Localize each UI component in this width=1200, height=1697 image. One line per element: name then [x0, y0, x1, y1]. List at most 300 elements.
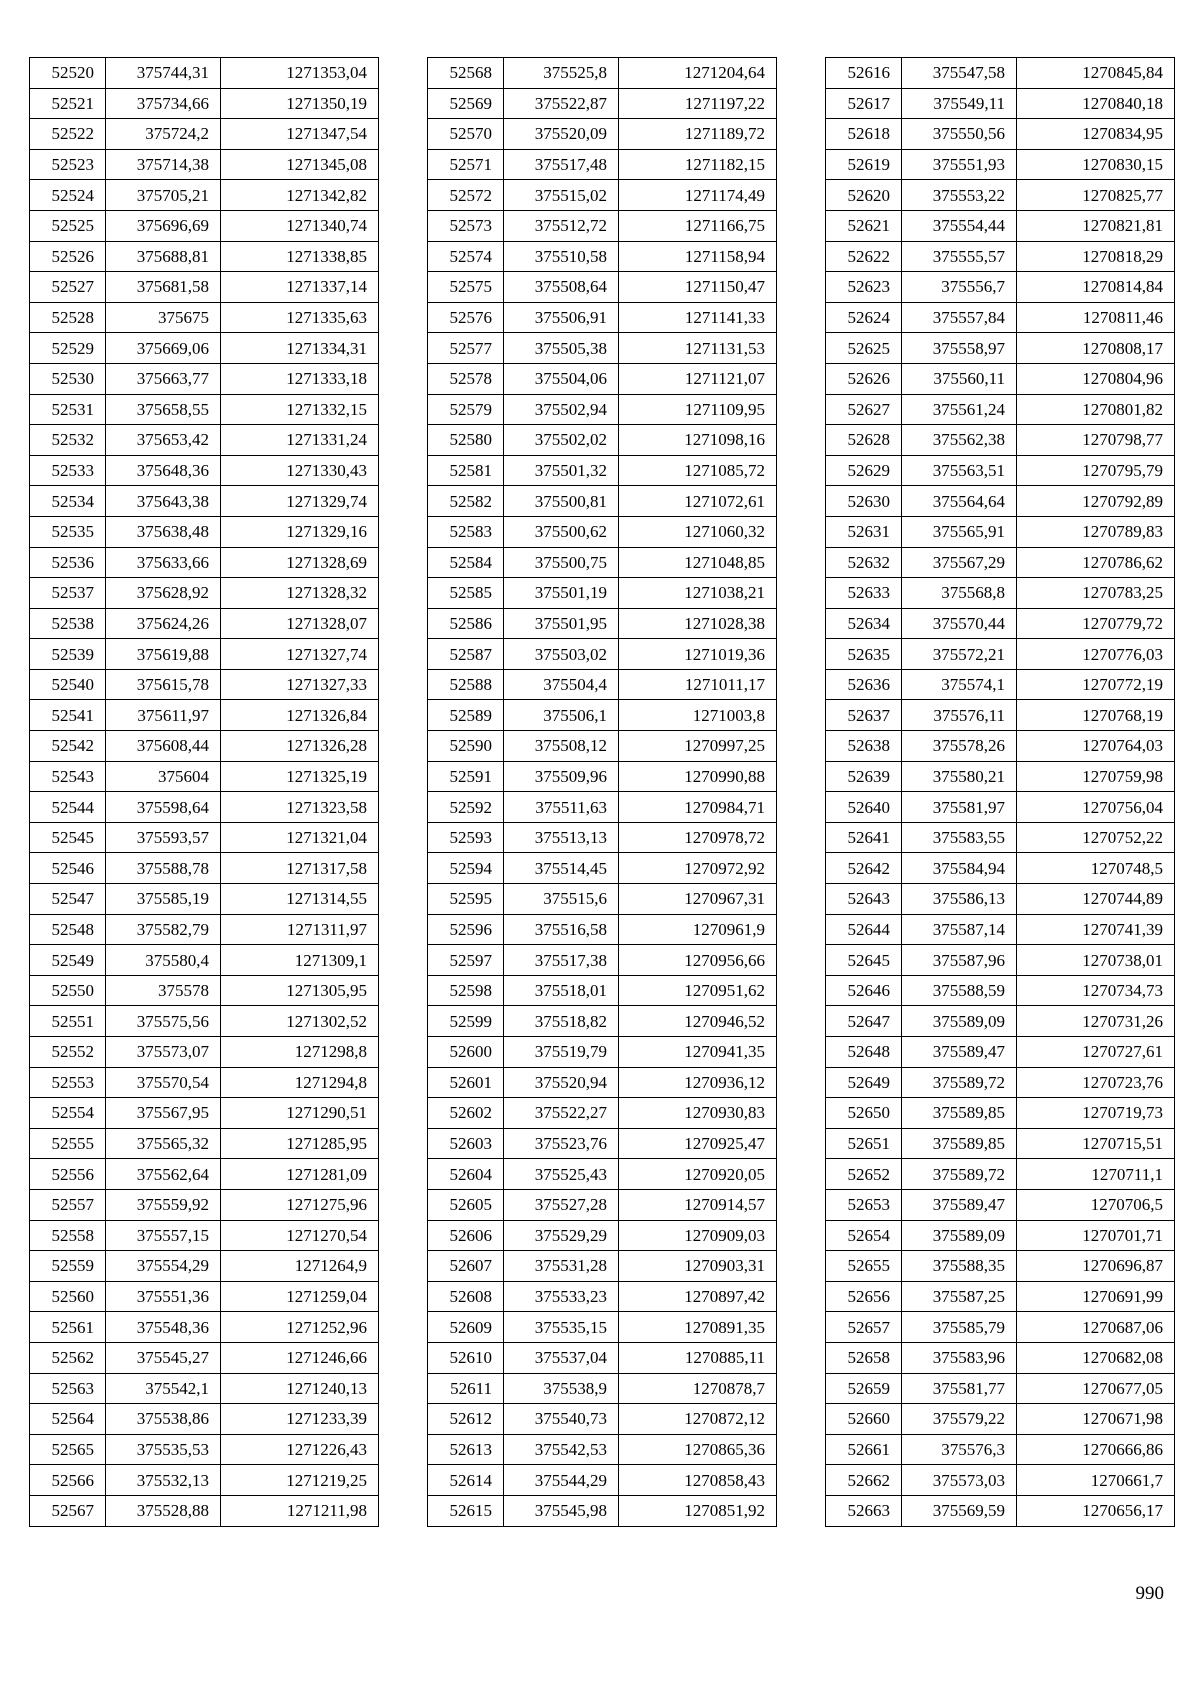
- table-row: [30, 822, 379, 853]
- y-coordinate-cell: 1271345,08: [221, 149, 379, 180]
- table-row: [30, 578, 379, 609]
- x-coordinate-cell: 375565,91: [902, 516, 1017, 547]
- point-number-cell: 52661: [826, 1434, 902, 1465]
- x-coordinate-cell: 375538,9: [504, 1373, 619, 1404]
- table-row: [428, 1404, 777, 1435]
- table-row: [428, 363, 777, 394]
- table-row: [30, 1342, 379, 1373]
- y-coordinate-cell: 1271240,13: [221, 1373, 379, 1404]
- page-number: 990: [1135, 1583, 1164, 1604]
- coordinates-table-body: [428, 58, 777, 1527]
- table-row: [30, 975, 379, 1006]
- x-coordinate-cell: 375505,38: [504, 333, 619, 364]
- x-coordinate-cell: 375531,28: [504, 1251, 619, 1282]
- point-number-cell: 52593: [428, 822, 504, 853]
- y-coordinate-cell: 1270834,95: [1017, 119, 1175, 150]
- y-coordinate-cell: 1270661,7: [1017, 1465, 1175, 1496]
- y-coordinate-cell: 1271003,8: [619, 700, 777, 731]
- point-number-cell: 52610: [428, 1342, 504, 1373]
- point-number-cell: 52604: [428, 1159, 504, 1190]
- y-coordinate-cell: 1270967,31: [619, 884, 777, 915]
- table-row: [826, 792, 1175, 823]
- point-number-cell: 52612: [428, 1404, 504, 1435]
- table-row: [30, 945, 379, 976]
- point-number-cell: 52663: [826, 1495, 902, 1526]
- x-coordinate-cell: 375608,44: [106, 731, 221, 762]
- point-number-cell: 52524: [30, 180, 106, 211]
- y-coordinate-cell: 1271270,54: [221, 1220, 379, 1251]
- y-coordinate-cell: 1271141,33: [619, 302, 777, 333]
- point-number-cell: 52557: [30, 1189, 106, 1220]
- x-coordinate-cell: 375516,58: [504, 914, 619, 945]
- point-number-cell: 52566: [30, 1465, 106, 1496]
- y-coordinate-cell: 1270764,03: [1017, 731, 1175, 762]
- table-row: [826, 363, 1175, 394]
- x-coordinate-cell: 375501,19: [504, 578, 619, 609]
- table-row: [30, 1159, 379, 1190]
- point-number-cell: 52599: [428, 1006, 504, 1037]
- table-row: [30, 547, 379, 578]
- x-coordinate-cell: 375502,02: [504, 425, 619, 456]
- y-coordinate-cell: 1270941,35: [619, 1037, 777, 1068]
- table-row: [826, 333, 1175, 364]
- point-number-cell: 52652: [826, 1159, 902, 1190]
- x-coordinate-cell: 375589,85: [902, 1128, 1017, 1159]
- table-row: [428, 1067, 777, 1098]
- table-row: [428, 822, 777, 853]
- point-number-cell: 52620: [826, 180, 902, 211]
- point-number-cell: 52540: [30, 669, 106, 700]
- table-row: [826, 853, 1175, 884]
- x-coordinate-cell: 375588,35: [902, 1251, 1017, 1282]
- x-coordinate-cell: 375547,58: [902, 58, 1017, 89]
- table-row: [30, 639, 379, 670]
- point-number-cell: 52636: [826, 669, 902, 700]
- table-row: [30, 486, 379, 517]
- x-coordinate-cell: 375583,55: [902, 822, 1017, 853]
- table-row: [30, 333, 379, 364]
- point-number-cell: 52553: [30, 1067, 106, 1098]
- x-coordinate-cell: 375518,82: [504, 1006, 619, 1037]
- table-row: [30, 272, 379, 303]
- x-coordinate-cell: 375567,95: [106, 1098, 221, 1129]
- x-coordinate-cell: 375580,21: [902, 761, 1017, 792]
- table-row: [428, 853, 777, 884]
- y-coordinate-cell: 1270984,71: [619, 792, 777, 823]
- x-coordinate-cell: 375714,38: [106, 149, 221, 180]
- table-row: [826, 1037, 1175, 1068]
- point-number-cell: 52614: [428, 1465, 504, 1496]
- point-number-cell: 52645: [826, 945, 902, 976]
- point-number-cell: 52606: [428, 1220, 504, 1251]
- point-number-cell: 52584: [428, 547, 504, 578]
- x-coordinate-cell: 375585,19: [106, 884, 221, 915]
- x-coordinate-cell: 375567,29: [902, 547, 1017, 578]
- x-coordinate-cell: 375538,86: [106, 1404, 221, 1435]
- point-number-cell: 52632: [826, 547, 902, 578]
- point-number-cell: 52618: [826, 119, 902, 150]
- table-row: [428, 1220, 777, 1251]
- x-coordinate-cell: 375582,79: [106, 914, 221, 945]
- x-coordinate-cell: 375520,09: [504, 119, 619, 150]
- table-row: [30, 700, 379, 731]
- table-row: [826, 241, 1175, 272]
- point-number-cell: 52531: [30, 394, 106, 425]
- point-number-cell: 52558: [30, 1220, 106, 1251]
- y-coordinate-cell: 1271150,47: [619, 272, 777, 303]
- x-coordinate-cell: 375658,55: [106, 394, 221, 425]
- table-row: [30, 58, 379, 89]
- point-number-cell: 52639: [826, 761, 902, 792]
- y-coordinate-cell: 1270821,81: [1017, 210, 1175, 241]
- x-coordinate-cell: 375573,07: [106, 1037, 221, 1068]
- x-coordinate-cell: 375514,45: [504, 853, 619, 884]
- table-row: [428, 639, 777, 670]
- y-coordinate-cell: 1270696,87: [1017, 1251, 1175, 1282]
- y-coordinate-cell: 1271246,66: [221, 1342, 379, 1373]
- y-coordinate-cell: 1271334,31: [221, 333, 379, 364]
- table-row: [30, 761, 379, 792]
- y-coordinate-cell: 1271174,49: [619, 180, 777, 211]
- point-number-cell: 52627: [826, 394, 902, 425]
- x-coordinate-cell: 375503,02: [504, 639, 619, 670]
- table-row: [428, 1159, 777, 1190]
- x-coordinate-cell: 375653,42: [106, 425, 221, 456]
- y-coordinate-cell: 1270768,19: [1017, 700, 1175, 731]
- x-coordinate-cell: 375724,2: [106, 119, 221, 150]
- x-coordinate-cell: 375540,73: [504, 1404, 619, 1435]
- y-coordinate-cell: 1271309,1: [221, 945, 379, 976]
- table-row: [428, 1465, 777, 1496]
- point-number-cell: 52547: [30, 884, 106, 915]
- table-row: [428, 180, 777, 211]
- y-coordinate-cell: 1271340,74: [221, 210, 379, 241]
- x-coordinate-cell: 375615,78: [106, 669, 221, 700]
- table-row: [826, 1342, 1175, 1373]
- point-number-cell: 52585: [428, 578, 504, 609]
- table-row: [30, 1495, 379, 1526]
- x-coordinate-cell: 375587,96: [902, 945, 1017, 976]
- x-coordinate-cell: 375648,36: [106, 455, 221, 486]
- x-coordinate-cell: 375633,66: [106, 547, 221, 578]
- table-row: [428, 884, 777, 915]
- point-number-cell: 52551: [30, 1006, 106, 1037]
- x-coordinate-cell: 375562,38: [902, 425, 1017, 456]
- table-row: [826, 975, 1175, 1006]
- table-row: [428, 302, 777, 333]
- x-coordinate-cell: 375593,57: [106, 822, 221, 853]
- y-coordinate-cell: 1271072,61: [619, 486, 777, 517]
- x-coordinate-cell: 375586,13: [902, 884, 1017, 915]
- y-coordinate-cell: 1270872,12: [619, 1404, 777, 1435]
- x-coordinate-cell: 375527,28: [504, 1189, 619, 1220]
- table-row: [428, 1312, 777, 1343]
- x-coordinate-cell: 375518,01: [504, 975, 619, 1006]
- point-number-cell: 52556: [30, 1159, 106, 1190]
- point-number-cell: 52532: [30, 425, 106, 456]
- y-coordinate-cell: 1270825,77: [1017, 180, 1175, 211]
- table-row: [428, 975, 777, 1006]
- point-number-cell: 52537: [30, 578, 106, 609]
- y-coordinate-cell: 1270715,51: [1017, 1128, 1175, 1159]
- x-coordinate-cell: 375535,53: [106, 1434, 221, 1465]
- x-coordinate-cell: 375561,24: [902, 394, 1017, 425]
- y-coordinate-cell: 1270711,1: [1017, 1159, 1175, 1190]
- point-number-cell: 52546: [30, 853, 106, 884]
- table-row: [30, 394, 379, 425]
- point-number-cell: 52615: [428, 1495, 504, 1526]
- table-row: [30, 180, 379, 211]
- point-number-cell: 52590: [428, 731, 504, 762]
- x-coordinate-cell: 375506,91: [504, 302, 619, 333]
- x-coordinate-cell: 375532,13: [106, 1465, 221, 1496]
- table-row: [30, 1251, 379, 1282]
- x-coordinate-cell: 375525,8: [504, 58, 619, 89]
- table-row: [428, 455, 777, 486]
- x-coordinate-cell: 375537,04: [504, 1342, 619, 1373]
- x-coordinate-cell: 375628,92: [106, 578, 221, 609]
- x-coordinate-cell: 375510,58: [504, 241, 619, 272]
- y-coordinate-cell: 1271189,72: [619, 119, 777, 150]
- point-number-cell: 52521: [30, 88, 106, 119]
- x-coordinate-cell: 375560,11: [902, 363, 1017, 394]
- x-coordinate-cell: 375550,56: [902, 119, 1017, 150]
- y-coordinate-cell: 1270752,22: [1017, 822, 1175, 853]
- y-coordinate-cell: 1271328,69: [221, 547, 379, 578]
- table-row: [826, 88, 1175, 119]
- x-coordinate-cell: 375557,84: [902, 302, 1017, 333]
- point-number-cell: 52613: [428, 1434, 504, 1465]
- point-number-cell: 52533: [30, 455, 106, 486]
- table-row: [826, 1159, 1175, 1190]
- point-number-cell: 52594: [428, 853, 504, 884]
- point-number-cell: 52609: [428, 1312, 504, 1343]
- point-number-cell: 52523: [30, 149, 106, 180]
- point-number-cell: 52654: [826, 1220, 902, 1251]
- table-row: [30, 88, 379, 119]
- x-coordinate-cell: 375578: [106, 975, 221, 1006]
- table-row: [826, 210, 1175, 241]
- table-row: [826, 119, 1175, 150]
- y-coordinate-cell: 1271298,8: [221, 1037, 379, 1068]
- table-row: [826, 1220, 1175, 1251]
- table-row: [826, 1404, 1175, 1435]
- y-coordinate-cell: 1271109,95: [619, 394, 777, 425]
- y-coordinate-cell: 1271337,14: [221, 272, 379, 303]
- x-coordinate-cell: 375558,97: [902, 333, 1017, 364]
- table-row: [30, 1128, 379, 1159]
- table-row: [30, 1098, 379, 1129]
- table-row: [428, 119, 777, 150]
- y-coordinate-cell: 1270783,25: [1017, 578, 1175, 609]
- point-number-cell: 52520: [30, 58, 106, 89]
- table-row: [30, 363, 379, 394]
- y-coordinate-cell: 1271326,84: [221, 700, 379, 731]
- point-number-cell: 52640: [826, 792, 902, 823]
- point-number-cell: 52534: [30, 486, 106, 517]
- y-coordinate-cell: 1271281,09: [221, 1159, 379, 1190]
- x-coordinate-cell: 375501,32: [504, 455, 619, 486]
- y-coordinate-cell: 1271226,43: [221, 1434, 379, 1465]
- table-row: [30, 516, 379, 547]
- y-coordinate-cell: 1271311,97: [221, 914, 379, 945]
- table-row: [30, 1067, 379, 1098]
- table-row: [30, 1220, 379, 1251]
- table-row: [826, 272, 1175, 303]
- y-coordinate-cell: 1270656,17: [1017, 1495, 1175, 1526]
- x-coordinate-cell: 375734,66: [106, 88, 221, 119]
- table-row: [826, 1006, 1175, 1037]
- point-number-cell: 52522: [30, 119, 106, 150]
- table-row: [826, 180, 1175, 211]
- x-coordinate-cell: 375548,36: [106, 1312, 221, 1343]
- x-coordinate-cell: 375515,6: [504, 884, 619, 915]
- table-row: [826, 58, 1175, 89]
- point-number-cell: 52657: [826, 1312, 902, 1343]
- x-coordinate-cell: 375696,69: [106, 210, 221, 241]
- point-number-cell: 52543: [30, 761, 106, 792]
- y-coordinate-cell: 1270741,39: [1017, 914, 1175, 945]
- point-number-cell: 52587: [428, 639, 504, 670]
- x-coordinate-cell: 375638,48: [106, 516, 221, 547]
- point-number-cell: 52596: [428, 914, 504, 945]
- y-coordinate-cell: 1271285,95: [221, 1128, 379, 1159]
- y-coordinate-cell: 1271327,74: [221, 639, 379, 670]
- table-row: [428, 241, 777, 272]
- x-coordinate-cell: 375688,81: [106, 241, 221, 272]
- y-coordinate-cell: 1270772,19: [1017, 669, 1175, 700]
- x-coordinate-cell: 375509,96: [504, 761, 619, 792]
- table-row: [826, 1067, 1175, 1098]
- table-row: [428, 1006, 777, 1037]
- point-number-cell: 52641: [826, 822, 902, 853]
- point-number-cell: 52571: [428, 149, 504, 180]
- x-coordinate-cell: 375578,26: [902, 731, 1017, 762]
- x-coordinate-cell: 375535,15: [504, 1312, 619, 1343]
- table-row: [826, 1098, 1175, 1129]
- y-coordinate-cell: 1271019,36: [619, 639, 777, 670]
- point-number-cell: 52554: [30, 1098, 106, 1129]
- x-coordinate-cell: 375585,79: [902, 1312, 1017, 1343]
- y-coordinate-cell: 1270759,98: [1017, 761, 1175, 792]
- table-row: [826, 578, 1175, 609]
- x-coordinate-cell: 375584,94: [902, 853, 1017, 884]
- y-coordinate-cell: 1271211,98: [221, 1495, 379, 1526]
- point-number-cell: 52602: [428, 1098, 504, 1129]
- table-row: [30, 731, 379, 762]
- table-row: [826, 149, 1175, 180]
- y-coordinate-cell: 1271166,75: [619, 210, 777, 241]
- y-coordinate-cell: 1271197,22: [619, 88, 777, 119]
- table-row: [826, 1189, 1175, 1220]
- table-row: [826, 608, 1175, 639]
- x-coordinate-cell: 375562,64: [106, 1159, 221, 1190]
- y-coordinate-cell: 1271342,82: [221, 180, 379, 211]
- x-coordinate-cell: 375643,38: [106, 486, 221, 517]
- y-coordinate-cell: 1270706,5: [1017, 1189, 1175, 1220]
- point-number-cell: 52581: [428, 455, 504, 486]
- x-coordinate-cell: 375589,09: [902, 1006, 1017, 1037]
- y-coordinate-cell: 1270687,06: [1017, 1312, 1175, 1343]
- x-coordinate-cell: 375570,44: [902, 608, 1017, 639]
- table-row: [30, 455, 379, 486]
- point-number-cell: 52582: [428, 486, 504, 517]
- x-coordinate-cell: 375576,3: [902, 1434, 1017, 1465]
- y-coordinate-cell: 1271321,04: [221, 822, 379, 853]
- point-number-cell: 52600: [428, 1037, 504, 1068]
- y-coordinate-cell: 1271314,55: [221, 884, 379, 915]
- x-coordinate-cell: 375565,32: [106, 1128, 221, 1159]
- table-row: [30, 302, 379, 333]
- y-coordinate-cell: 1271121,07: [619, 363, 777, 394]
- y-coordinate-cell: 1270830,15: [1017, 149, 1175, 180]
- table-row: [826, 822, 1175, 853]
- y-coordinate-cell: 1271323,58: [221, 792, 379, 823]
- table-row: [826, 486, 1175, 517]
- point-number-cell: 52647: [826, 1006, 902, 1037]
- x-coordinate-cell: 375611,97: [106, 700, 221, 731]
- table-row: [826, 945, 1175, 976]
- table-row: [428, 1342, 777, 1373]
- table-row: [428, 700, 777, 731]
- table-row: [826, 516, 1175, 547]
- table-row: [428, 547, 777, 578]
- point-number-cell: 52544: [30, 792, 106, 823]
- point-number-cell: 52653: [826, 1189, 902, 1220]
- y-coordinate-cell: 1270701,71: [1017, 1220, 1175, 1251]
- table-row: [826, 761, 1175, 792]
- y-coordinate-cell: 1270738,01: [1017, 945, 1175, 976]
- table-row: [826, 731, 1175, 762]
- point-number-cell: 52624: [826, 302, 902, 333]
- y-coordinate-cell: 1270997,25: [619, 731, 777, 762]
- table-row: [826, 639, 1175, 670]
- x-coordinate-cell: 375569,59: [902, 1495, 1017, 1526]
- y-coordinate-cell: 1270978,72: [619, 822, 777, 853]
- y-coordinate-cell: 1270682,08: [1017, 1342, 1175, 1373]
- table-row: [428, 669, 777, 700]
- y-coordinate-cell: 1270956,66: [619, 945, 777, 976]
- y-coordinate-cell: 1270920,05: [619, 1159, 777, 1190]
- y-coordinate-cell: 1270851,92: [619, 1495, 777, 1526]
- x-coordinate-cell: 375563,51: [902, 455, 1017, 486]
- y-coordinate-cell: 1270845,84: [1017, 58, 1175, 89]
- x-coordinate-cell: 375572,21: [902, 639, 1017, 670]
- x-coordinate-cell: 375570,54: [106, 1067, 221, 1098]
- point-number-cell: 52648: [826, 1037, 902, 1068]
- x-coordinate-cell: 375542,53: [504, 1434, 619, 1465]
- x-coordinate-cell: 375589,85: [902, 1098, 1017, 1129]
- y-coordinate-cell: 1270903,31: [619, 1251, 777, 1282]
- table-row: [30, 1404, 379, 1435]
- point-number-cell: 52617: [826, 88, 902, 119]
- point-number-cell: 52601: [428, 1067, 504, 1098]
- coordinates-table-body: [30, 58, 379, 1527]
- y-coordinate-cell: 1271264,9: [221, 1251, 379, 1282]
- point-number-cell: 52605: [428, 1189, 504, 1220]
- y-coordinate-cell: 1270936,12: [619, 1067, 777, 1098]
- x-coordinate-cell: 375511,63: [504, 792, 619, 823]
- y-coordinate-cell: 1270731,26: [1017, 1006, 1175, 1037]
- point-number-cell: 52603: [428, 1128, 504, 1159]
- table-row: [428, 425, 777, 456]
- y-coordinate-cell: 1270804,96: [1017, 363, 1175, 394]
- y-coordinate-cell: 1271332,15: [221, 394, 379, 425]
- point-number-cell: 52598: [428, 975, 504, 1006]
- y-coordinate-cell: 1270744,89: [1017, 884, 1175, 915]
- table-row: [30, 149, 379, 180]
- x-coordinate-cell: 375520,94: [504, 1067, 619, 1098]
